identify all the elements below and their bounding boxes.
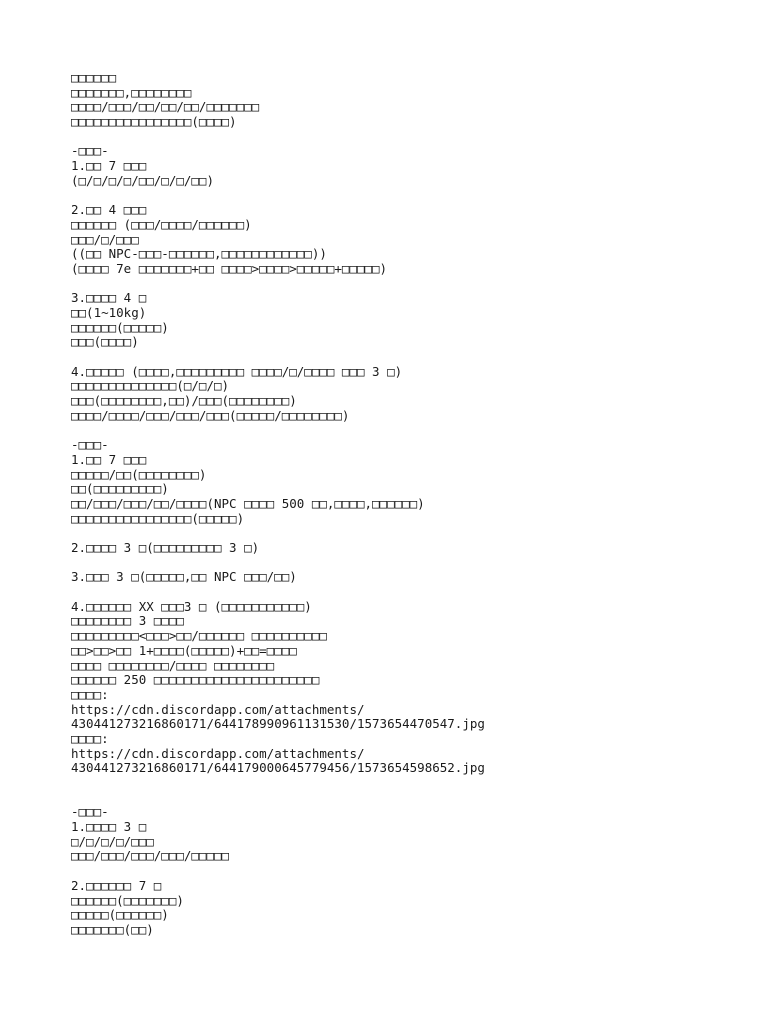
text-line: 2.□□□□ 3 □(□□□□□□□□□ 3 □): [71, 540, 260, 555]
text-line: □□□□□□□□□□□□□□(□/□/□): [71, 378, 230, 394]
text-line: □□(□□□□□□□□□): [71, 481, 169, 497]
text-line: □□□/□□□/□□□/□□□/□□□□□: [71, 848, 230, 864]
blank-line: [71, 864, 751, 879]
blank-line: [71, 585, 751, 600]
text-line: □□□□□□ 250 □□□□□□□□□□□□□□□□□□□□□□: [71, 672, 320, 688]
text-line: 2.□□□□□□ 7 □: [71, 877, 162, 893]
text-line: 4.□□□□□□ XX □□□3 □ (□□□□□□□□□□□): [71, 598, 312, 614]
text-line: □□□□□□□,□□□□□□□□: [71, 84, 192, 100]
url-line: 430441273216860171/644179000645779456/1573654598652.jpg: [71, 760, 485, 776]
text-line: □□□□□□ (□□□/□□□□/□□□□□□): [71, 216, 252, 232]
blank-line: [71, 189, 751, 204]
text-line: ((□□ NPC-□□□-□□□□□□,□□□□□□□□□□□□)): [71, 246, 327, 262]
section-heading: -□□□-: [71, 143, 109, 159]
blank-line: [71, 791, 751, 806]
document-body: [71, 71, 751, 938]
text-line: 3.□□□□ 4 □: [71, 290, 147, 306]
text-line: □□□□□□(□□□□□□□): [71, 892, 184, 908]
section-heading: -□□□-: [71, 804, 109, 820]
text-line: (□□□□ 7e □□□□□□□+□□ □□□□>□□□□>□□□□□+□□□□□): [71, 260, 388, 276]
text-line: □□□□□/□□(□□□□□□□□): [71, 466, 207, 482]
url-line: 430441273216860171/644178990961131530/1573654470547.jpg: [71, 716, 485, 732]
text-line: □□□(□□□□□□□□,□□)/□□□(□□□□□□□□): [71, 393, 297, 409]
text-line: □□□□/□□□□/□□□/□□□/□□□(□□□□□/□□□□□□□□): [71, 407, 350, 423]
text-line: □□□□□(□□□□□□): [71, 907, 169, 923]
blank-line: [71, 350, 751, 365]
text-line: □□□□□□□□□<□□□>□□/□□□□□□ □□□□□□□□□□: [71, 628, 327, 644]
text-line: □□/□□□/□□□/□□/□□□□(NPC □□□□ 500 □□,□□□□,□□□□□□): [71, 495, 425, 511]
blank-line: [71, 556, 751, 571]
text-line: □□□□/□□□/□□/□□/□□/□□□□□□□: [71, 99, 260, 115]
text-line: □□□□□□(□□□□□): [71, 319, 169, 335]
text-line: 1.□□ 7 □□□: [71, 158, 147, 174]
text-line: □□□□:: [71, 730, 109, 746]
text-line: □□(1~10kg): [71, 305, 147, 320]
blank-line: [71, 776, 751, 791]
text-line: □□□□□□□□ 3 □□□□: [71, 613, 184, 629]
text-line: □□□/□/□□□: [71, 231, 139, 247]
text-line: □□□□ □□□□□□□□/□□□□ □□□□□□□□: [71, 657, 275, 673]
text-line: □□□□:: [71, 686, 109, 702]
text-line: □/□/□/□/□□□: [71, 833, 154, 849]
text-line: (□/□/□/□/□□/□/□/□□): [71, 172, 214, 188]
text-line: 4.□□□□□ (□□□□,□□□□□□□□□ □□□□/□/□□□□ □□□ 3 □): [71, 363, 403, 379]
blank-line: [71, 130, 751, 145]
text-line: 3.□□□ 3 □(□□□□□,□□ NPC □□□/□□): [71, 569, 297, 585]
blank-line: [71, 277, 751, 292]
text-line: □□□□□□□(□□): [71, 921, 154, 937]
url-line: https://cdn.discordapp.com/attachments/: [71, 745, 365, 761]
blank-line: [71, 424, 751, 439]
text-line: □□□□□□□□□□□□□□□□(□□□□□): [71, 510, 245, 526]
text-line: □□□□□□□□□□□□□□□□(□□□□): [71, 114, 237, 130]
text-line: □□□□□□: [71, 70, 117, 85]
text-line: 1.□□ 7 □□□: [71, 451, 147, 467]
text-line: □□>□□>□□ 1+□□□□(□□□□□)+□□=□□□□: [71, 642, 297, 658]
section-heading: -□□□-: [71, 437, 109, 453]
text-line: □□□(□□□□): [71, 334, 139, 350]
text-line: 1.□□□□ 3 □: [71, 819, 147, 835]
blank-line: [71, 526, 751, 541]
url-line: https://cdn.discordapp.com/attachments/: [71, 701, 365, 717]
text-line: 2.□□ 4 □□□: [71, 202, 147, 218]
